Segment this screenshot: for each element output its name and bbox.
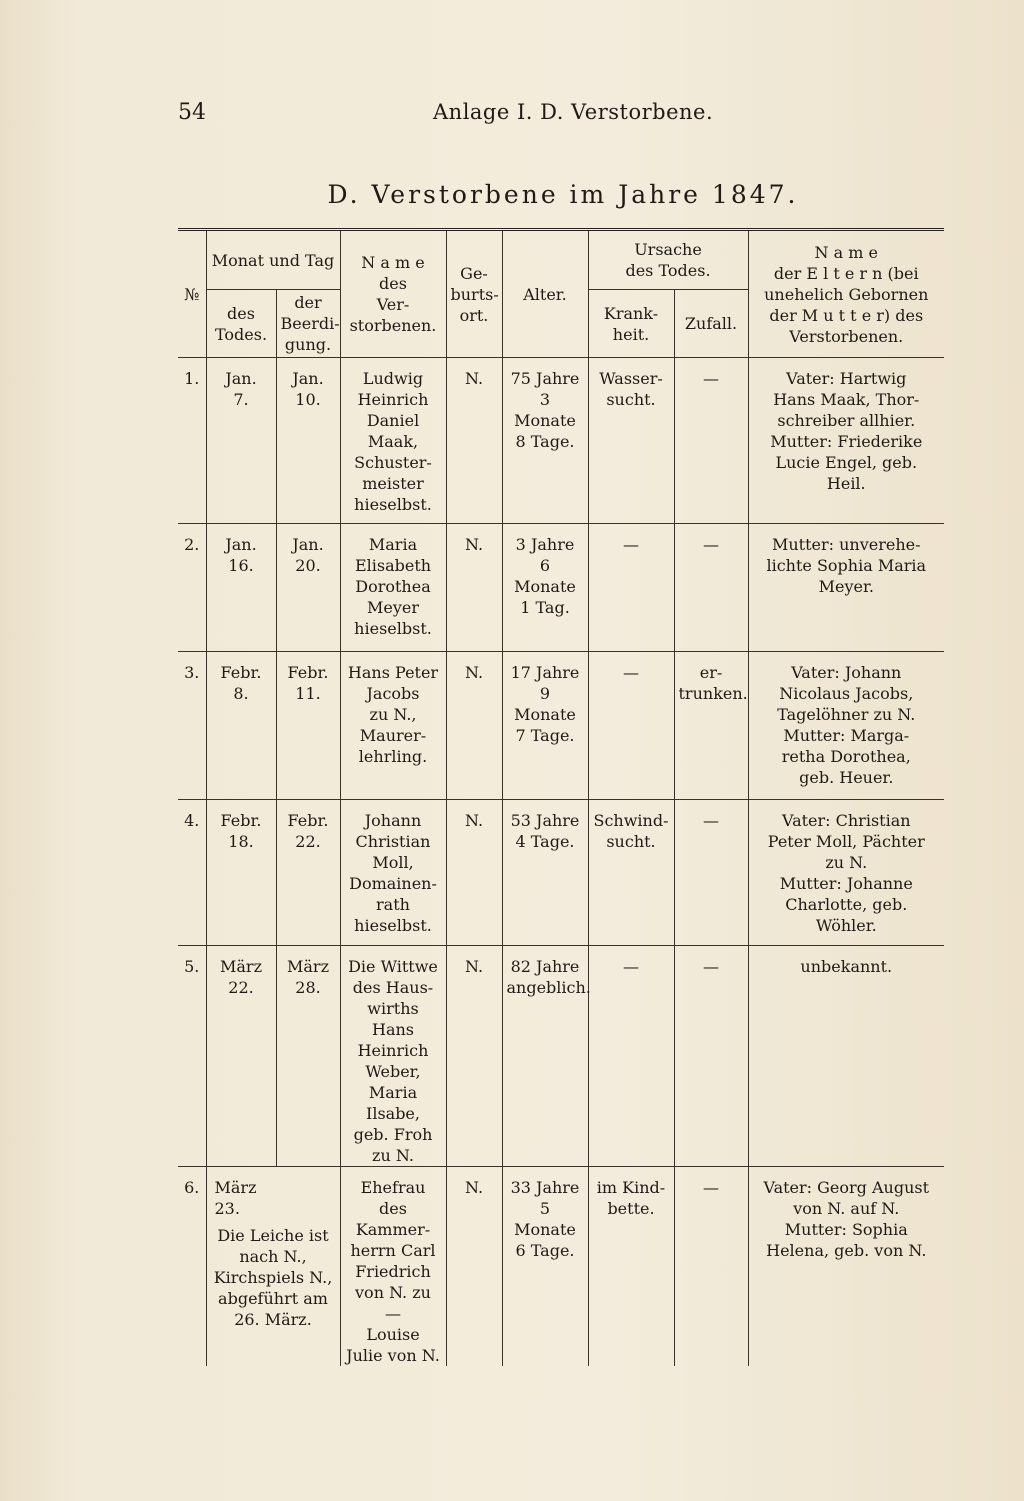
text-line: Charlotte, geb.	[785, 895, 908, 914]
text-line: Hans Maak, Thor-	[773, 390, 920, 409]
text-line: März	[220, 957, 262, 976]
text-line: unbekannt.	[800, 957, 893, 976]
table-row	[178, 800, 944, 946]
accident: —	[674, 1167, 748, 1367]
text-line: Febr.	[220, 811, 262, 830]
text-line: 3 Jahre	[515, 535, 575, 554]
text-line: 6 Tage.	[515, 1241, 575, 1260]
text-line: Maria	[368, 1083, 418, 1102]
death-register-table	[178, 228, 944, 1366]
text-line: schreiber allhier.	[777, 411, 916, 430]
text-line: sucht.	[606, 832, 656, 851]
text-line: 6 Monate	[514, 556, 576, 596]
birthplace: N.	[446, 524, 502, 652]
burial-date	[276, 800, 340, 946]
header-birthplace	[446, 230, 502, 358]
text-line: März	[287, 957, 329, 976]
text-line: Dorothea	[355, 577, 431, 596]
header-month-day: Monat und Tag	[206, 230, 340, 290]
illness	[588, 652, 674, 800]
row-num: 1.	[178, 358, 206, 524]
header-cause	[588, 230, 748, 290]
text-line: burts-	[450, 284, 499, 304]
text-line: Ludwig	[362, 369, 424, 388]
illness	[588, 1167, 674, 1367]
table-row	[178, 652, 944, 800]
page-title: D. Verstorbene im Jahre 1847.	[327, 180, 799, 209]
text-line: Mutter: Sophia	[784, 1220, 908, 1239]
accident: —	[674, 800, 748, 946]
text-line: Kammer-	[355, 1220, 431, 1239]
text-line: Schuster-	[354, 453, 432, 472]
deceased-name	[340, 800, 446, 946]
text-line: Lucie Engel, geb.	[775, 453, 918, 472]
text-line: Heil.	[826, 474, 866, 493]
text-line: der	[294, 293, 322, 312]
text-line: Verstorbenen.	[789, 326, 904, 346]
text-line: —	[623, 535, 639, 554]
text-line: 1 Tag.	[520, 598, 570, 617]
illness	[588, 358, 674, 524]
birthplace: N.	[446, 946, 502, 1167]
text-line: Maurer-	[359, 726, 427, 745]
text-line: bette.	[607, 1199, 655, 1218]
birthplace: N.	[446, 652, 502, 800]
death-date-with-note	[206, 1167, 340, 1367]
text-line: Elisabeth	[354, 556, 432, 575]
text-line: hieselbst.	[354, 916, 432, 935]
text-line: 4 Tage.	[515, 832, 575, 851]
table-row	[178, 946, 944, 1167]
text-line: Johann	[364, 811, 422, 830]
header-age: Alter.	[502, 230, 588, 358]
text-line: 16.	[228, 556, 254, 575]
text-line: Julie von N.	[346, 1346, 440, 1365]
header-name	[340, 230, 446, 358]
birthplace: N.	[446, 800, 502, 946]
text-line: Heinrich	[357, 390, 429, 409]
text-line: März	[214, 1178, 257, 1197]
text-line: Peter Moll, Pächter	[767, 832, 925, 851]
text-line: —	[623, 663, 639, 682]
running-head	[178, 100, 948, 130]
row-num: 5.	[178, 946, 206, 1167]
text-line: Tagelöhner zu N.	[777, 705, 916, 724]
text-line: gung.	[284, 335, 332, 354]
text-line: Jan.	[292, 535, 324, 554]
text-line: Weber,	[365, 1062, 421, 1081]
text-line: der M u t t e r) des	[769, 305, 924, 325]
text-line: des	[227, 303, 255, 323]
text-line: 75 Jahre	[510, 369, 580, 388]
text-line: herrn Carl	[350, 1241, 436, 1260]
text-line: zu N.	[825, 853, 868, 872]
text-line: Todes.	[214, 324, 268, 344]
parents	[748, 800, 944, 946]
burial-date	[276, 524, 340, 652]
table-row	[178, 1167, 944, 1367]
text-line: ort.	[459, 305, 489, 325]
accident: —	[674, 524, 748, 652]
header-accident: Zufall.	[674, 290, 748, 358]
text-line: 8.	[233, 684, 249, 703]
running-title: Anlage I. D. Verstorbene.	[433, 100, 714, 124]
text-line: rath	[376, 895, 410, 914]
table-row	[178, 524, 944, 652]
age	[502, 946, 591, 1167]
text-line: unehelich Gebornen	[764, 284, 929, 304]
text-line: 7.	[233, 390, 249, 409]
age	[502, 1167, 588, 1367]
age	[502, 652, 588, 800]
deceased-name	[340, 1167, 446, 1367]
death-date	[206, 524, 276, 652]
text-line: 8 Tage.	[515, 432, 575, 451]
text-line: Vater: Hartwig	[786, 369, 907, 388]
header-row-top	[178, 230, 944, 290]
text-line: 9 Monate	[514, 684, 576, 724]
burial-date	[276, 946, 340, 1167]
text-line: der E l t e r n (bei	[773, 263, 919, 283]
text-line: 26. März.	[234, 1310, 312, 1329]
text-line: Daniel	[366, 411, 420, 430]
text-line: Maria	[368, 535, 418, 554]
table-row	[178, 358, 944, 524]
text-line: Helena, geb. von N.	[766, 1241, 927, 1260]
text-line: Jan.	[292, 369, 324, 388]
text-line: zu N.	[372, 1146, 414, 1165]
parents	[748, 524, 944, 652]
accident: —	[674, 946, 748, 1167]
text-line: Vater: Georg August	[763, 1178, 930, 1197]
parents	[748, 946, 944, 1167]
text-line: 28.	[295, 978, 321, 997]
text-line: Domainen-	[349, 874, 437, 893]
text-line: lehrling.	[358, 747, 428, 766]
text-line: 82 Jahre	[510, 957, 580, 976]
text-line: im Kind-	[596, 1178, 666, 1197]
deceased-name	[340, 652, 446, 800]
header-parents	[748, 230, 944, 358]
row-num: 2.	[178, 524, 206, 652]
text-line: angeblich.	[506, 978, 591, 997]
text-line: Jacobs	[366, 684, 420, 703]
header-illness	[588, 290, 674, 358]
burial-date	[276, 358, 340, 524]
text-line: 5 Monate	[514, 1199, 576, 1239]
text-line: Vater: Christian	[781, 811, 911, 830]
text-line: Ge-	[460, 263, 488, 283]
text-line: Die Leiche ist	[217, 1226, 329, 1245]
burial-date	[276, 652, 340, 800]
text-line: 23.	[214, 1199, 240, 1218]
text-line: 22.	[295, 832, 321, 851]
text-line: Mutter: unverehe-	[771, 535, 921, 554]
text-line: Christian	[355, 832, 431, 851]
age	[502, 800, 588, 946]
text-line: hieselbst.	[354, 619, 432, 638]
text-line: 7 Tage.	[515, 726, 575, 745]
text-line: geb. Heuer.	[799, 768, 894, 787]
accident: er- trunken.	[674, 652, 748, 800]
death-date	[206, 946, 276, 1167]
text-line: Nicolaus Jacobs,	[779, 684, 914, 703]
text-line: 22.	[228, 978, 254, 997]
age	[502, 358, 588, 524]
illness	[588, 946, 674, 1167]
text-line: meister	[362, 474, 424, 493]
text-line: Ver-	[376, 295, 410, 314]
text-line: sucht.	[606, 390, 656, 409]
illness	[588, 524, 674, 652]
text-line: Wöhler.	[815, 916, 877, 935]
text-line: des Haus-	[352, 978, 434, 997]
text-line: N a m e	[814, 242, 878, 262]
text-line: 11.	[295, 684, 321, 703]
text-line: wirths Hans	[367, 999, 419, 1039]
death-date	[211, 1177, 336, 1219]
row-num: 3.	[178, 652, 206, 800]
header-num: №	[178, 230, 206, 358]
text-line: von N. zu —	[355, 1283, 431, 1323]
text-line: 53 Jahre	[510, 811, 580, 830]
birthplace: N.	[446, 1167, 502, 1367]
text-line: Friedrich	[355, 1262, 431, 1281]
text-line: 3 Monate	[514, 390, 576, 430]
text-line: des	[379, 274, 407, 293]
age	[502, 524, 588, 652]
accident: —	[674, 358, 748, 524]
text-line: 17 Jahre	[510, 663, 580, 682]
text-line: des Todes.	[625, 261, 711, 280]
text-line: Febr.	[220, 663, 262, 682]
text-line: geb. Froh	[353, 1125, 433, 1144]
deceased-name	[340, 358, 446, 524]
parents	[748, 1167, 944, 1367]
text-line: hieselbst.	[354, 495, 432, 514]
text-line: Hans Peter	[347, 663, 439, 682]
text-line: Mutter: Friederike	[770, 432, 923, 451]
death-date	[206, 800, 276, 946]
text-line: zu N.,	[369, 705, 417, 724]
text-line: Mutter: Marga-	[783, 726, 910, 745]
text-line: nach N.,	[239, 1247, 307, 1266]
text-line: Wasser-	[599, 369, 663, 388]
text-line: Die Wittwe	[348, 957, 438, 976]
text-line: Beerdi-	[280, 314, 340, 333]
text-line: Moll,	[372, 853, 414, 872]
text-line: Schwind-	[593, 811, 669, 830]
text-line: lichte Sophia Maria	[766, 556, 927, 575]
text-line: von N. auf N.	[793, 1199, 900, 1218]
text-line: Ehefrau des	[360, 1178, 426, 1218]
death-date	[206, 358, 276, 524]
text-line: 18.	[228, 832, 254, 851]
death-date	[206, 652, 276, 800]
text-line: 33 Jahre	[510, 1178, 580, 1197]
deceased-name	[340, 524, 446, 652]
parents	[748, 358, 944, 524]
text-line: Jan.	[225, 369, 257, 388]
header-death	[206, 290, 276, 358]
row-num: 6.	[178, 1167, 206, 1367]
text-line: Maak,	[367, 432, 419, 451]
text-line: —	[623, 957, 639, 976]
deceased-name	[340, 946, 446, 1167]
parents	[748, 652, 944, 800]
text-line: N a m e	[361, 253, 425, 272]
text-line: Krank-	[603, 303, 659, 323]
text-line: Meyer.	[818, 577, 874, 596]
header-burial	[276, 290, 340, 358]
text-line: abgeführt am	[218, 1289, 328, 1308]
text-line: Mutter: Johanne	[779, 874, 913, 893]
text-line: Febr.	[287, 663, 329, 682]
text-line: Jan.	[225, 535, 257, 554]
text-line: 10.	[295, 390, 321, 409]
text-line: Meyer	[366, 598, 419, 617]
text-line: storbenen.	[349, 316, 437, 335]
text-line: Ursache	[634, 240, 702, 259]
text-line: Heinrich	[357, 1041, 429, 1060]
text-line: Febr.	[287, 811, 329, 830]
text-line: Louise	[366, 1325, 420, 1344]
row-num: 4.	[178, 800, 206, 946]
text-line: 20.	[295, 556, 321, 575]
text-line: Ilsabe,	[366, 1104, 420, 1123]
burial-note	[211, 1225, 336, 1330]
text-line: Vater: Johann	[791, 663, 902, 682]
text-line: heit.	[612, 324, 650, 344]
birthplace: N.	[446, 358, 502, 524]
page-number: 54	[178, 100, 206, 125]
text-line: Kirchspiels N.,	[213, 1268, 333, 1287]
text-line: retha Dorothea,	[781, 747, 911, 766]
illness	[588, 800, 674, 946]
